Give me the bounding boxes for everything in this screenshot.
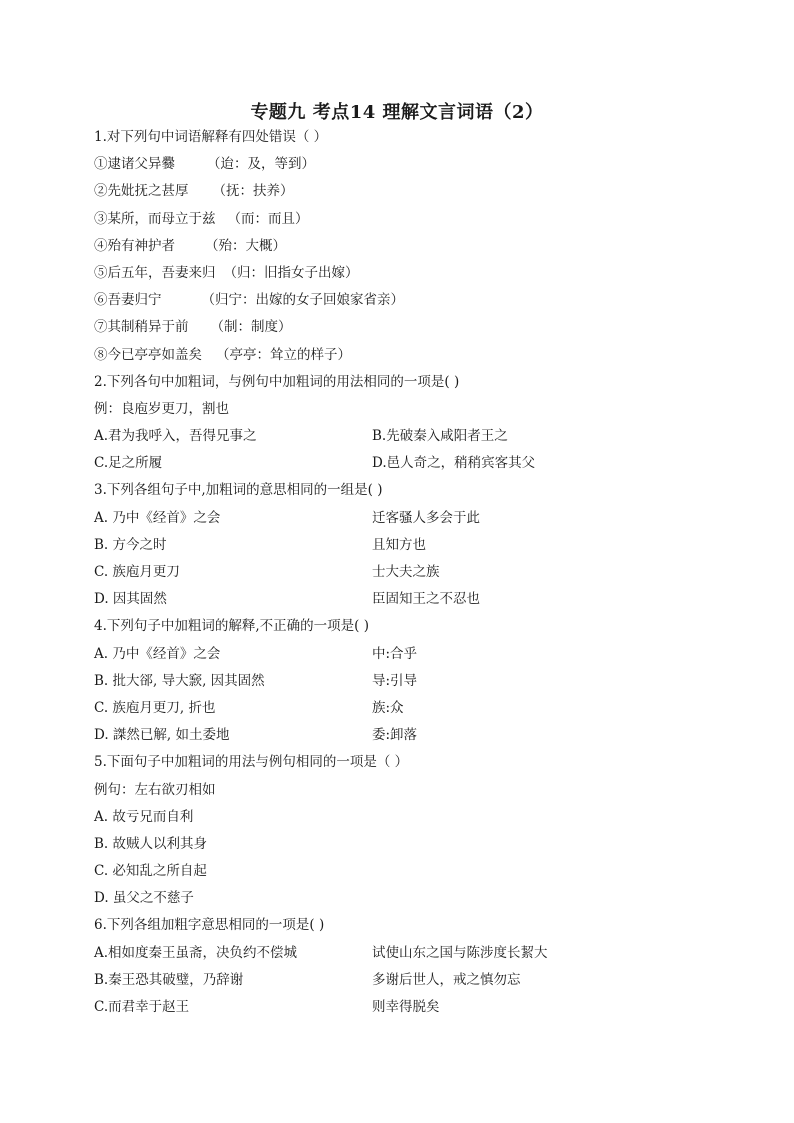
q6-option-b-left: B.秦王恐其破璧，乃辞谢 — [94, 971, 244, 988]
q4-option-d — [94, 722, 714, 749]
q3-option-c-left: C. 族庖月更刀 — [94, 564, 180, 580]
q1-item-gloss: （抚：扶养） — [212, 183, 294, 200]
q6-option-c-left: C.而君幸于赵王 — [94, 999, 190, 1015]
q1-item-text: ③某所，而母立于兹 — [94, 210, 216, 227]
q6-option-a-left: A.相如度秦王虽斋，决负约不偿城 — [94, 944, 298, 961]
q4-option-c — [94, 695, 714, 722]
question-3-stem: 3.下列各组句子中,加粗词的意思相同的一组是( ) — [94, 482, 383, 499]
q3-option-d-right: 臣固知王之不忍也 — [372, 591, 480, 608]
q5-example: 例句：左右欲刃相如 — [94, 781, 216, 798]
q1-item-1 — [94, 151, 714, 178]
question-5-stem: 5.下面句子中加粗词的用法与例句相同的一项是（ ） — [94, 754, 409, 771]
q5-option-b: B. 故贼人以利其身 — [94, 835, 208, 852]
q4-option-b-right: 导:引导 — [372, 672, 418, 689]
q4-option-d-right: 委:卸落 — [372, 727, 418, 744]
q4-option-c-left: C. 族庖月更刀, 折也 — [94, 699, 216, 716]
q1-item-gloss: （归：旧指女子出嫁） — [223, 264, 359, 281]
q6-option-c-right: 则幸得脱矣 — [372, 999, 440, 1015]
q5-option-c: C. 必知乱之所自起 — [94, 863, 207, 880]
q1-item-gloss: （殆：大概） — [205, 237, 286, 254]
q1-item-text: ①逮诸父异爨 — [94, 156, 175, 173]
q1-item-7 — [94, 314, 714, 341]
q3-option-b — [94, 532, 714, 559]
q1-item-text: ②先妣抚之甚厚 — [94, 183, 189, 200]
q1-item-gloss: （归宁：出嫁的女子回娘家省亲） — [201, 292, 404, 309]
q3-option-d-left: D. 因其固然 — [94, 591, 167, 608]
q2-option-c: C.足之所履 — [94, 455, 163, 472]
q6-option-a — [94, 940, 714, 967]
q2-option-b: B.先破秦入咸阳者王之 — [372, 428, 508, 445]
page-title: 专题九 考点14 理解文言词语（2） — [250, 102, 544, 123]
q1-item-text: ⑦其制稍异于前 — [94, 319, 189, 336]
q1-item-text: ⑥吾妻归宁 — [94, 292, 162, 309]
q3-option-b-left: B. 方今之时 — [94, 536, 167, 553]
q1-item-5 — [94, 260, 714, 287]
q1-item-8 — [94, 342, 714, 369]
q1-item-gloss: （亭亭：耸立的样子） — [216, 346, 351, 363]
q6-option-a-right: 试使山东之国与陈涉度长絜大 — [372, 944, 548, 961]
q1-item-gloss: （迨：及，等到） — [207, 156, 315, 173]
question-1-stem: 1.对下列句中词语解释有四处错误（ ） — [94, 129, 328, 145]
q6-option-b — [94, 967, 714, 994]
q2-option-row — [94, 423, 714, 450]
question-list — [94, 124, 714, 1021]
q1-item-4 — [94, 233, 714, 260]
q5-option-a: A. 故亏兄而自利 — [94, 808, 194, 825]
q1-item-gloss: （制：制度） — [210, 319, 292, 336]
q1-item-text: ⑧今已亭亭如盖矣 — [94, 346, 202, 363]
q1-item-2 — [94, 178, 714, 205]
q2-option-row — [94, 450, 714, 477]
q3-option-c-right: 士大夫之族 — [372, 564, 440, 580]
question-4-stem: 4.下列句子中加粗词的解释,不正确的一项是( ) — [94, 618, 369, 635]
q4-option-a-right: 中:合乎 — [372, 645, 418, 662]
q2-option-a: A.君为我呼入，吾得兄事之 — [94, 428, 257, 445]
q4-option-d-left: D. 謋然已解, 如土委地 — [94, 727, 230, 744]
q1-item-6 — [94, 287, 714, 314]
q4-option-b-left: B. 批大郤, 导大窾, 因其固然 — [94, 672, 265, 689]
q1-item-3 — [94, 206, 714, 233]
q3-option-b-right: 且知方也 — [372, 536, 426, 553]
q3-option-a — [94, 505, 714, 532]
q1-item-text: ⑤后五年，吾妻来归 — [94, 264, 216, 281]
q4-option-a-left: A. 乃中《经首》之会 — [94, 645, 221, 662]
q6-option-c — [94, 994, 714, 1021]
q4-option-b — [94, 668, 714, 695]
q2-option-d: D.邑人奇之，稍稍宾客其父 — [372, 455, 536, 472]
question-2-stem: 2.下列各句中加粗词，与例句中加粗词的用法相同的一项是( ) — [94, 373, 460, 390]
q5-option-d: D. 虽父之不慈子 — [94, 890, 194, 907]
q4-option-a — [94, 641, 714, 668]
q1-item-gloss: （而：而且） — [227, 210, 309, 227]
q3-option-c — [94, 559, 714, 586]
q6-option-b-right: 多谢后世人，戒之慎勿忘 — [372, 971, 521, 988]
q2-example: 例：良庖岁更刀，割也 — [94, 400, 229, 417]
question-6-stem: 6.下列各组加粗字意思相同的一项是( ) — [94, 917, 325, 934]
q3-option-a-left: A. 乃中《经首》之会 — [94, 509, 221, 526]
q3-option-a-right: 迁客骚人多会于此 — [372, 509, 480, 526]
q4-option-c-right: 族:众 — [372, 699, 404, 716]
q3-option-d — [94, 586, 714, 613]
q1-item-text: ④殆有神护者 — [94, 237, 175, 254]
